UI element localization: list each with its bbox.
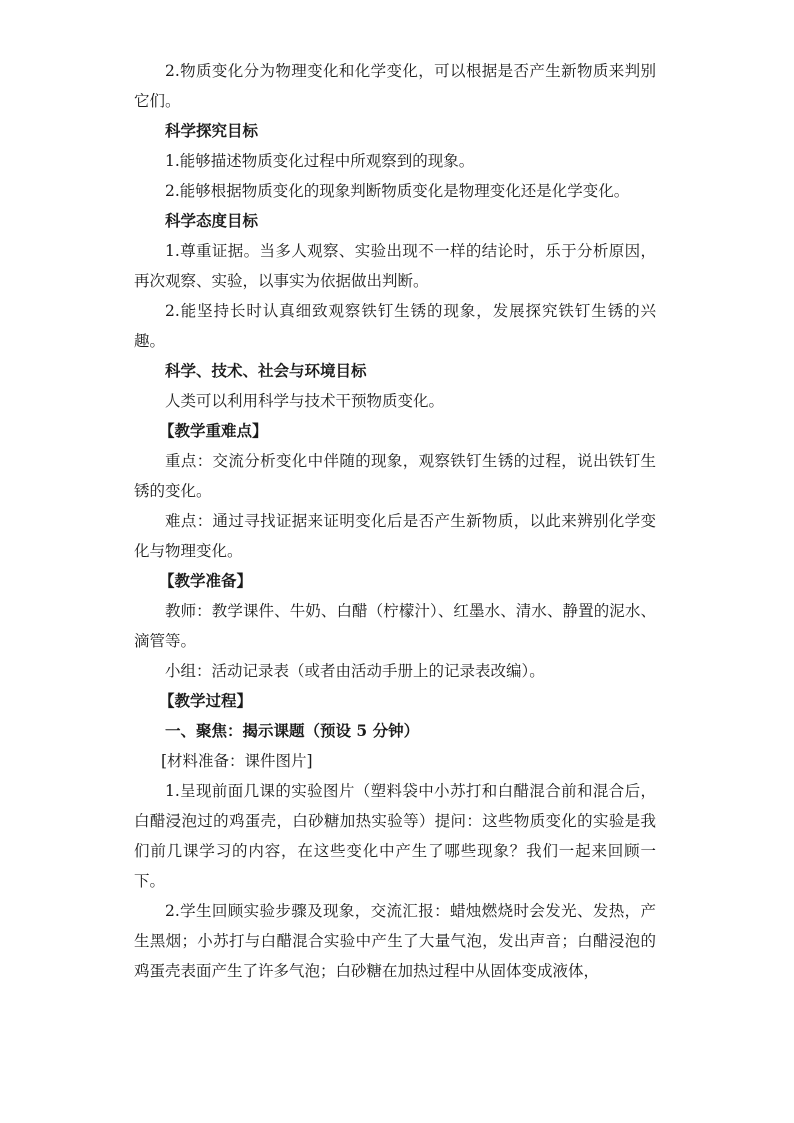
heading-focus-section: 一、聚焦：揭示课题（预设 5 分钟） <box>165 721 420 740</box>
paragraph-key-point: 重点：交流分析变化中伴随的现象，观察铁钉生锈的过程，说出铁钉生锈的变化。 <box>134 452 656 500</box>
paragraph-teacher-prep: 教师：教学课件、牛奶、白醋（柠檬汁）、红墨水、清水、静置的泥水、滴管等。 <box>134 602 656 650</box>
paragraph-inquiry-1: 1.能够描述物质变化过程中所观察到的现象。 <box>165 152 475 170</box>
heading-preparation: 【教学准备】 <box>159 571 253 590</box>
paragraph-process-1: 1.呈现前面几课的实验图片（塑料袋中小苏打和白醋混合前和混合后，白醋浸泡过的鸡蛋壳，白砂糖加热实验等）提问：这些物质变化的实验是我们前几课学习的内容，在这些变化中产生了哪些现象？我们一起来回顾一下。 <box>134 782 656 890</box>
paragraph-attitude-1: 1.尊重证据。当多人观察、实验出现不一样的结论时，乐于分析原因，再次观察、实验，以事实为依据做出判断。 <box>134 242 656 290</box>
paragraph-process-2: 2.学生回顾实验步骤及现象，交流汇报：蜡烛燃烧时会发光、发热，产生黑烟；小苏打与白醋混合实验中产生了大量气泡，发出声音；白醋浸泡的鸡蛋壳表面产生了许多气泡；白砂糖在加热过程中从固体变成液体， <box>134 902 656 980</box>
heading-process: 【教学过程】 <box>159 691 253 710</box>
heading-inquiry-goals: 科学探究目标 <box>165 121 259 140</box>
heading-attitude-goals: 科学态度目标 <box>165 211 259 230</box>
document-page <box>134 56 656 986</box>
paragraph-difficulty: 难点：通过寻找证据来证明变化后是否产生新物质，以此来辨别化学变化与物理变化。 <box>134 512 656 560</box>
paragraph-goal-2: 2.物质变化分为物理变化和化学变化，可以根据是否产生新物质来判别它们。 <box>134 62 656 110</box>
paragraph-stse: 人类可以利用科学与技术干预物质变化。 <box>165 392 445 410</box>
heading-key-points: 【教学重难点】 <box>159 421 268 440</box>
paragraph-group-prep: 小组：活动记录表（或者由活动手册上的记录表改编）。 <box>165 662 545 680</box>
materials-note: [材料准备：课件图片] <box>161 752 313 770</box>
paragraph-inquiry-2: 2.能够根据物质变化的现象判断物质变化是物理变化还是化学变化。 <box>165 182 630 200</box>
heading-stse-goals: 科学、技术、社会与环境目标 <box>165 361 367 380</box>
paragraph-attitude-2: 2.能坚持长时认真细致观察铁钉生锈的现象，发展探究铁钉生锈的兴趣。 <box>134 302 656 350</box>
